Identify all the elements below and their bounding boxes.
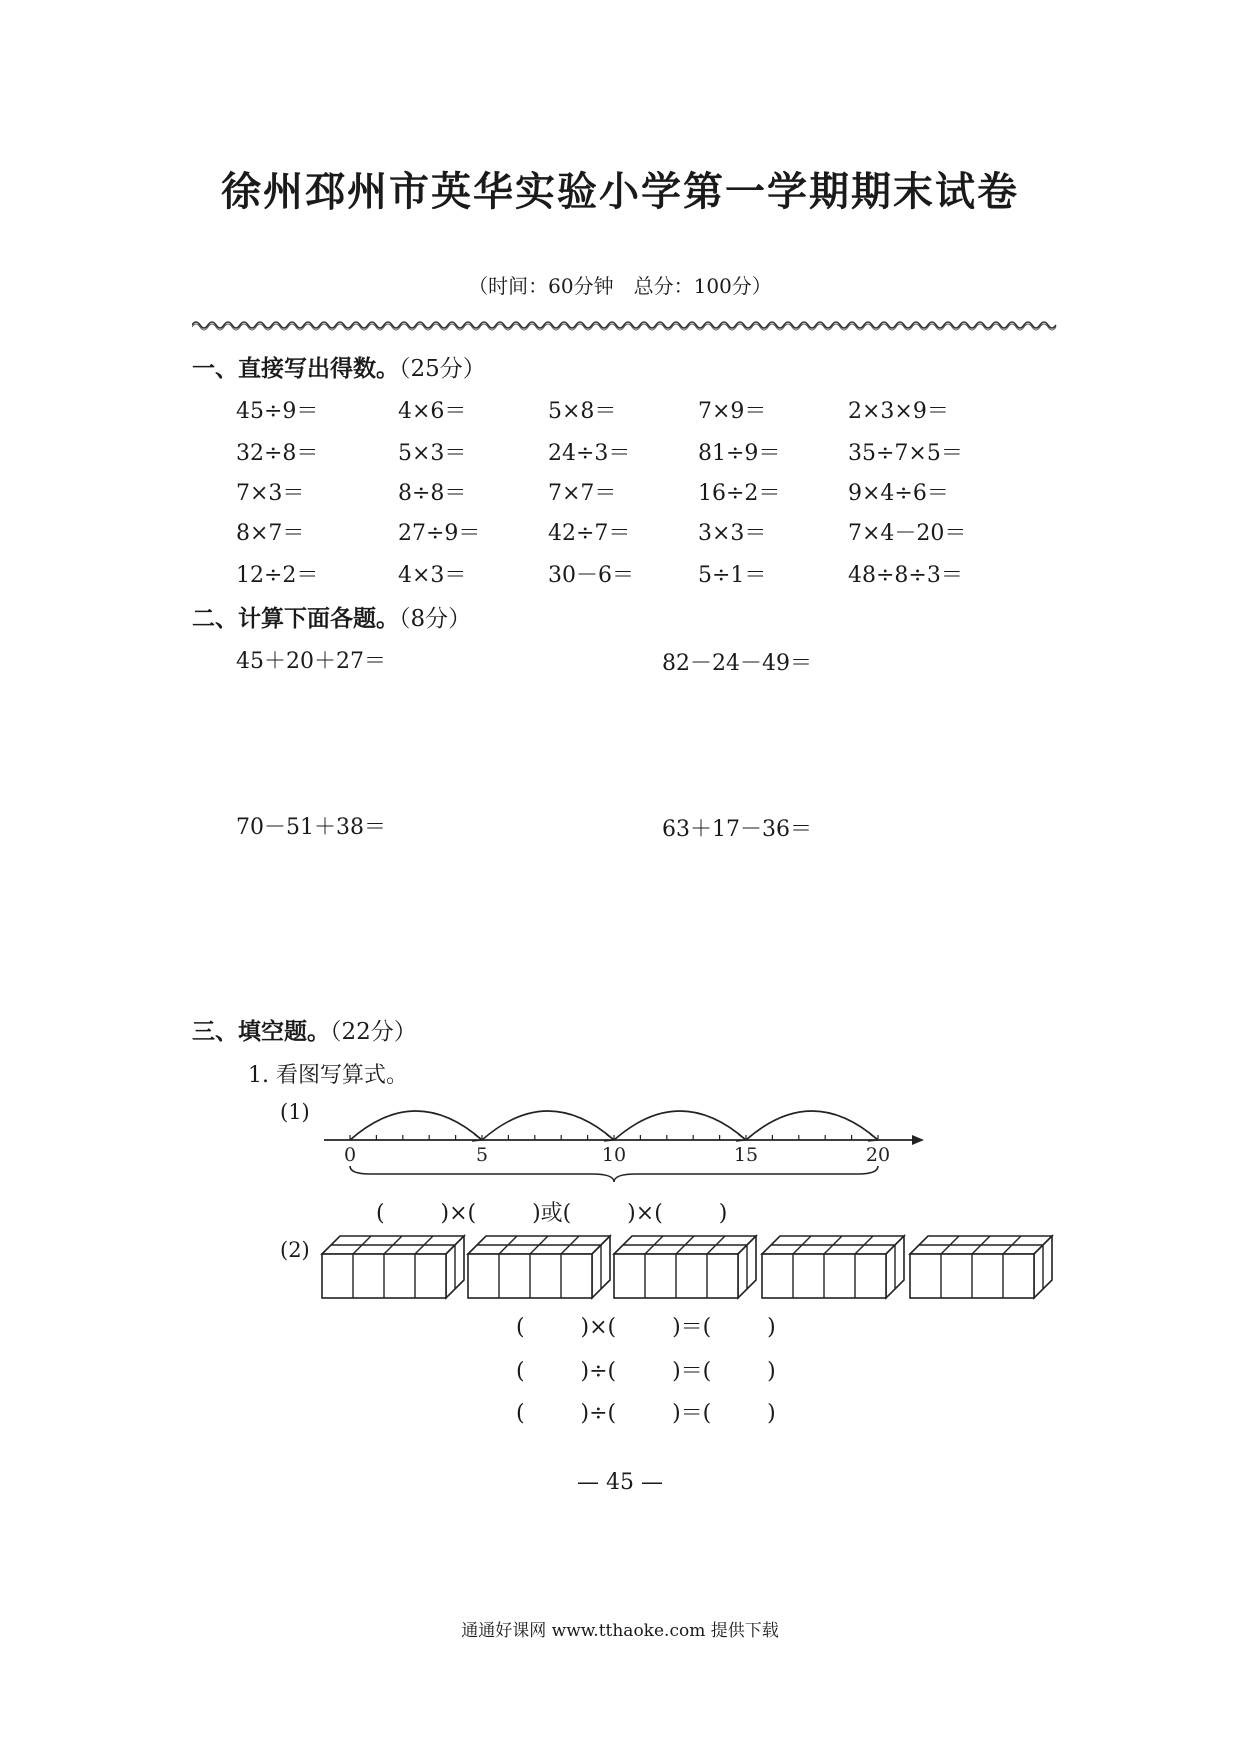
cuboid bbox=[468, 1236, 610, 1298]
exam-info: （时间：60分钟 总分：100分） bbox=[468, 274, 772, 298]
fill-blank: ( )÷( )＝( ) bbox=[516, 1359, 776, 1384]
axis-arrow bbox=[912, 1135, 924, 1145]
tick-label: 10 bbox=[601, 1144, 627, 1166]
brace bbox=[350, 1166, 878, 1182]
calc-item: 8×7＝ bbox=[236, 521, 305, 546]
jump-arc bbox=[350, 1111, 482, 1140]
section-2-heading bbox=[192, 600, 471, 633]
calc-item: 4×3＝ bbox=[398, 563, 467, 588]
fill-blank: ( )÷( )＝( ) bbox=[516, 1401, 776, 1426]
calc-item: 35÷7×5＝ bbox=[848, 441, 963, 466]
calc-item: 5×8＝ bbox=[548, 399, 617, 424]
jump-arc bbox=[482, 1111, 614, 1140]
tick-label: 5 bbox=[475, 1144, 489, 1166]
calc-item: 7×9＝ bbox=[698, 399, 767, 424]
calc-item: 16÷2＝ bbox=[698, 481, 781, 506]
tick-label: 20 bbox=[865, 1144, 891, 1166]
calc-problem: 45＋20＋27＝ bbox=[236, 649, 386, 674]
tick-label: 0 bbox=[343, 1144, 357, 1166]
section-3-heading bbox=[192, 1013, 417, 1046]
cube-groups bbox=[320, 1230, 1060, 1306]
cuboid bbox=[762, 1236, 904, 1298]
page-title: 徐州邳州市英华实验小学第一学期期末试卷 bbox=[221, 168, 1019, 215]
cuboid bbox=[322, 1236, 464, 1298]
calc-item: 30－6＝ bbox=[548, 563, 634, 588]
calc-problem: 70－51＋38＝ bbox=[236, 815, 386, 840]
section-3-points: （22分） bbox=[330, 1019, 417, 1045]
jump-arc bbox=[746, 1111, 878, 1140]
calc-item: 32÷8＝ bbox=[236, 441, 319, 466]
number-line bbox=[320, 1092, 940, 1182]
jump-arc bbox=[614, 1111, 746, 1140]
section-1-heading bbox=[192, 350, 486, 383]
calc-item: 24÷3＝ bbox=[548, 441, 631, 466]
calc-item: 8÷8＝ bbox=[398, 481, 467, 506]
calc-item: 42÷7＝ bbox=[548, 521, 631, 546]
calc-item: 5÷1＝ bbox=[698, 563, 767, 588]
calc-item: 12÷2＝ bbox=[236, 563, 319, 588]
calc-item: 3×3＝ bbox=[698, 521, 767, 546]
fill-blank: ( )×( )＝( ) bbox=[516, 1315, 776, 1340]
wavy-divider bbox=[192, 318, 1062, 332]
source-credit: 通通好课网 www.tthaoke.com 提供下载 bbox=[461, 1621, 779, 1641]
section-2-title: 二、计算下面各题。 bbox=[192, 605, 399, 632]
calc-problem: 82－24－49＝ bbox=[662, 651, 812, 676]
cuboid bbox=[910, 1236, 1052, 1298]
calc-item: 4×6＝ bbox=[398, 399, 467, 424]
calc-item: 27÷9＝ bbox=[398, 521, 481, 546]
page-number: — 45 — bbox=[577, 1470, 663, 1495]
calc-item: 45÷9＝ bbox=[236, 399, 319, 424]
section-1-points: （25分） bbox=[399, 356, 486, 382]
calc-item: 48÷8÷3＝ bbox=[848, 563, 963, 588]
calc-item: 2×3×9＝ bbox=[848, 399, 949, 424]
part-2-label: (2) bbox=[280, 1238, 310, 1262]
cuboid bbox=[614, 1236, 756, 1298]
question-1-label: 1. 看图写算式。 bbox=[248, 1063, 408, 1088]
section-3-title: 三、填空题。 bbox=[192, 1018, 330, 1045]
calc-problem: 63＋17－36＝ bbox=[662, 817, 812, 842]
calc-item: 7×4－20＝ bbox=[848, 521, 967, 546]
calc-item: 7×7＝ bbox=[548, 481, 617, 506]
calc-item: 7×3＝ bbox=[236, 481, 305, 506]
calc-item: 5×3＝ bbox=[398, 441, 467, 466]
section-2-points: （8分） bbox=[399, 606, 472, 632]
calc-item: 81÷9＝ bbox=[698, 441, 781, 466]
fill-blank: ( )×( )或( )×( ) bbox=[376, 1201, 728, 1226]
tick-label: 15 bbox=[733, 1144, 759, 1166]
part-1-label: (1) bbox=[280, 1100, 310, 1124]
calc-item: 9×4÷6＝ bbox=[848, 481, 949, 506]
section-1-title: 一、直接写出得数。 bbox=[192, 355, 399, 382]
